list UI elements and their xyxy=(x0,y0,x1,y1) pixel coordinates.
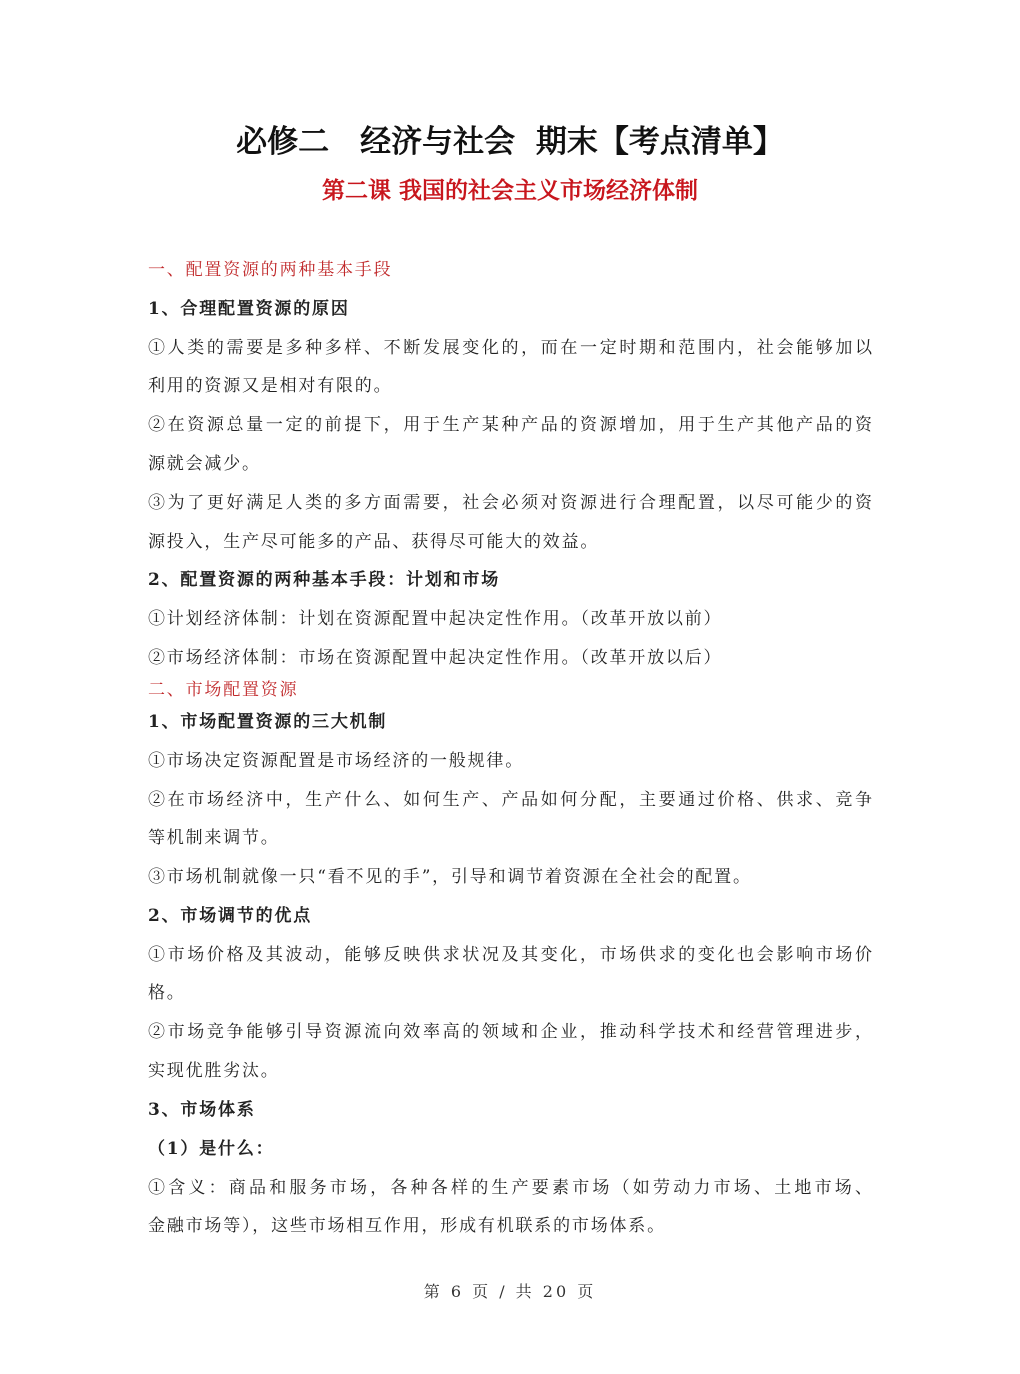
paragraph-line: 源投入，生产尽可能多的产品、获得尽可能大的效益。 xyxy=(148,532,600,552)
subheading: 1、合理配置资源的原因 xyxy=(148,299,350,319)
paragraph-line: ①市场价格及其波动，能够反映供求状况及其变化，市场供求的变化也会影响市场价 xyxy=(148,945,872,965)
paragraph-line: ③为了更好满足人类的多方面需要，社会必须对资源进行合理配置，以尽可能少的资 xyxy=(148,493,872,513)
paragraph-line: 等机制来调节。 xyxy=(148,828,280,848)
page-number-footer: 第 6 页 / 共 20 页 xyxy=(423,1282,597,1301)
paragraph-line: ②在资源总量一定的前提下，用于生产某种产品的资源增加，用于生产其他产品的资 xyxy=(148,415,872,435)
paragraph-line: 金融市场等），这些市场相互作用，形成有机联系的市场体系。 xyxy=(148,1216,666,1236)
paragraph-line: ①人类的需要是多种多样、不断发展变化的，而在一定时期和范围内，社会能够加以 xyxy=(148,338,872,358)
paragraph-line: ③市场机制就像一只“看不见的手”，引导和调节着资源在全社会的配置。 xyxy=(148,867,752,887)
lesson-subtitle: 第二课 我国的社会主义市场经济体制 xyxy=(321,178,698,204)
subheading: 3、市场体系 xyxy=(148,1100,256,1120)
paragraph-line: ①计划经济体制：计划在资源配置中起决定性作用。（改革开放以前） xyxy=(148,609,723,629)
paragraph-line: 源就会减少。 xyxy=(148,454,261,474)
paragraph-line: 格。 xyxy=(148,983,186,1003)
paragraph-line: ②市场竞争能够引导资源流向效率高的领域和企业，推动科学技术和经营管理进步， xyxy=(148,1022,872,1042)
paragraph-line: ②在市场经济中，生产什么、如何生产、产品如何分配，主要通过价格、供求、竞争 xyxy=(148,790,872,810)
paragraph-line: 利用的资源又是相对有限的。 xyxy=(148,376,393,396)
section-heading-2: 二、市场配置资源 xyxy=(148,680,299,700)
subheading: 2、配置资源的两种基本手段：计划和市场 xyxy=(148,570,501,590)
subheading: 1、市场配置资源的三大机制 xyxy=(148,712,388,732)
section-heading-1: 一、配置资源的两种基本手段 xyxy=(148,260,393,280)
subheading: 2、市场调节的优点 xyxy=(148,906,313,926)
paragraph-line: ①含义：商品和服务市场，各种各样的生产要素市场（如劳动力市场、土地市场、 xyxy=(148,1178,872,1198)
subheading: （1）是什么： xyxy=(148,1139,275,1159)
document-title: 必修二 经济与社会 期末【考点清单】 xyxy=(236,124,784,160)
paragraph-line: ②市场经济体制：市场在资源配置中起决定性作用。（改革开放以后） xyxy=(148,648,723,668)
paragraph-line: 实现优胜劣汰。 xyxy=(148,1061,280,1081)
paragraph-line: ①市场决定资源配置是市场经济的一般规律。 xyxy=(148,751,524,771)
